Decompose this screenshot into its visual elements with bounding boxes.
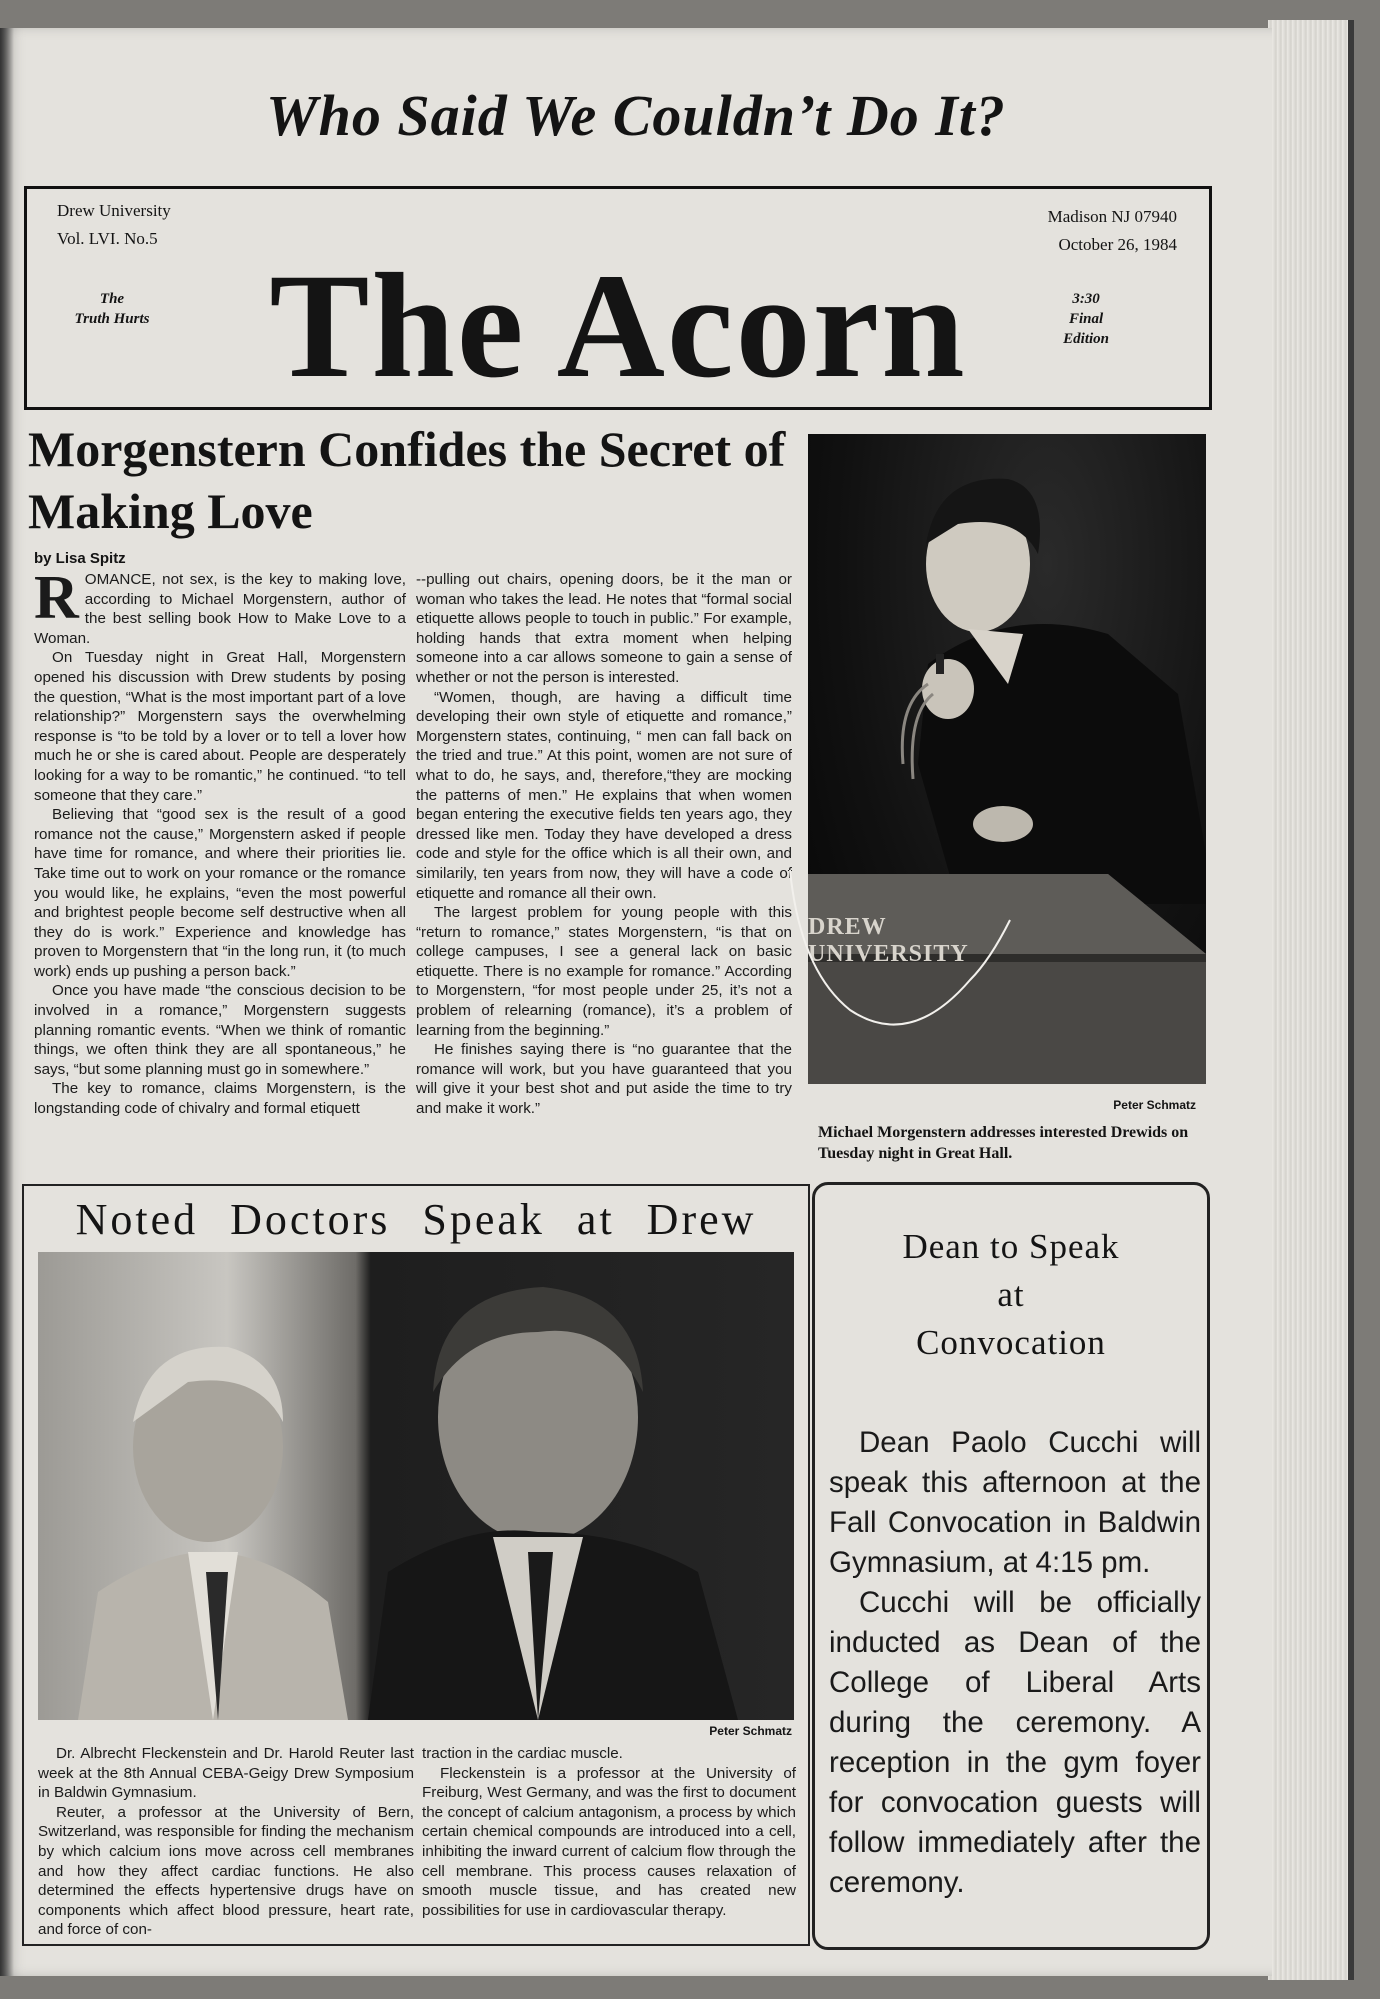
edition-line: Final bbox=[1068, 311, 1104, 327]
paragraph: traction in the cardiac muscle. bbox=[422, 1745, 623, 1762]
photo-credit: Peter Schmatz bbox=[709, 1724, 792, 1738]
volume-number: Vol. LVI. No.5 bbox=[57, 229, 158, 248]
doctors-story-column-2 bbox=[422, 1744, 796, 1920]
motto-line: The bbox=[99, 291, 125, 307]
headline-line: Convocation bbox=[916, 1323, 1106, 1362]
edition-line: Edition bbox=[1063, 331, 1109, 347]
photo-caption: Michael Morgenstern addresses interested Drewids on Tuesday night in Great Hall. bbox=[818, 1124, 1189, 1162]
location: Madison NJ 07940 bbox=[1047, 207, 1177, 226]
lead-story-column-2 bbox=[416, 570, 792, 1119]
byline: by Lisa Spitz bbox=[34, 550, 126, 567]
dean-body bbox=[829, 1423, 1201, 1903]
doctors-story-column-1 bbox=[38, 1744, 414, 1940]
paragraph: Once you have made “the conscious decision to be involved in a romance,” Morgenstern suggests planning romantic events. “When we think of romantic things, we often think they are all spontaneous,” he says, “but some planning must go in somewhere.” bbox=[34, 982, 406, 1078]
motto-line: Truth Hurts bbox=[74, 311, 150, 327]
university-name: Drew University bbox=[57, 201, 171, 220]
doctors-story bbox=[22, 1184, 810, 1946]
edition-line: 3:30 bbox=[1072, 291, 1100, 307]
drop-cap: R bbox=[34, 564, 79, 632]
lead-story-column-1 bbox=[34, 564, 406, 1119]
issue-date: October 26, 1984 bbox=[1058, 235, 1177, 254]
paragraph-text: OMANCE, not sex, is the key to making love, according to Michael Morgenstern, author of the best selling book How to Make Love to a Woman. bbox=[34, 571, 406, 647]
masthead-left bbox=[57, 197, 171, 253]
headline-line: Dean to Speak bbox=[902, 1227, 1120, 1266]
doctors-photo-illustration bbox=[38, 1252, 794, 1720]
paragraph: --pulling out chairs, opening doors, be it the man or woman who takes the lead. He notes that “formal social etiquette allows people to touch in public.” For example, holding hands that extra moment when helping someone into a car allows someone to gain a sense of whether or not the person is interested. bbox=[416, 571, 792, 686]
paragraph: Believing that “good sex is the result of a good romance not the cause,” Morgenstern asked if people have time for romance, and where their priorities lie. Take time out to work on your romance or the romance you would like, he explains, “even the most powerful and brightest people become self destructive when all they do is work.” Experience and knowledge has proven to Morgenstern that “in the long run, it (to much work) ends up pushing a person back.” bbox=[34, 806, 406, 980]
paragraph: Reuter, a professor at the University of Bern, Switzerland, was responsible for finding the mechanism by which calcium ions move across cell membranes and how they affect cardiac functions. He also determined the effects hypertensive drugs have on components which affect blood pressure, heart rate, and force of con- bbox=[38, 1803, 414, 1939]
motto bbox=[57, 289, 167, 329]
doctors-headline: Noted Doctors Speak at Drew bbox=[75, 1195, 757, 1244]
doctors-photo bbox=[38, 1252, 794, 1720]
newspaper-title: The Acorn bbox=[269, 243, 967, 409]
paragraph: Dean Paolo Cucchi will speak this afternoon at the Fall Convocation in Baldwin Gymnasium, at 4:15 pm. bbox=[829, 1426, 1201, 1579]
podium-text: DREW UNIVERSITY bbox=[808, 914, 969, 967]
paragraph: The key to romance, claims Morgenstern, is the longstanding code of chivalry and formal etiquett bbox=[34, 1080, 406, 1118]
binding-shadow bbox=[0, 28, 14, 1976]
paragraph: “Women, though, are having a difficult time developing their own style of etiquette and romance,” Morgenstern states, continuing, “ men can fall back on the tried and true.” At this point, women are not sure of what to do, he says, and, therefore,“they are mocking the patterns of men.” He explains that when women began entering the executive fields ten years ago, they dressed like men. Today they have developed a dress code and style for the office which is all their own, and similarily, ten years from now, they will have a code of etiquette and romance all their own. bbox=[416, 688, 792, 902]
headline-line: at bbox=[997, 1275, 1025, 1314]
paragraph: On Tuesday night in Great Hall, Morgenstern opened his discussion with Drew students by posing the question, “What is the most important part of a love relationship?” Morgenstern says the overwhelming response is “to be told by a lover or to tell a lover how much he or she is cared about. People are desperately looking for a way to be romantic,” he continued. “to tell someone that they care.” bbox=[34, 649, 406, 804]
paragraph: The largest problem for young people with this “return to romance,” states Morgenstern, “is that on college campuses, I see a general lack on basic etiquette. There is no example for romance.” According to Morgenstern, “for most people under 25, it’s not a problem of relearning (romance), it’s a problem of learning from the beginning.” bbox=[416, 904, 792, 1039]
paragraph: Fleckenstein is a professor at the University of Freiburg, West Germany, and was the first to document the concept of calcium antagonism, a process by which certain chemical compounds are introduced into a cell, inhibiting the inward current of calcium flow through the cell membrane. This process causes relaxation of smooth muscle tissue, and has created new possibilities for use in cardiovascular therapy. bbox=[422, 1764, 796, 1919]
dean-headline bbox=[815, 1223, 1207, 1367]
lead-headline: Morgenstern Confides the Secret of Making Love bbox=[28, 421, 786, 539]
pen-mark bbox=[760, 860, 1020, 1060]
book-page-edges bbox=[1268, 20, 1354, 1980]
paragraph bbox=[34, 564, 406, 648]
paragraph: Cucchi will be officially inducted as Dean of the College of Liberal Arts during the ceremony. A reception in the gym foyer for convocation guests will follow immediately after the ceremony. bbox=[829, 1586, 1201, 1899]
photo-credit: Peter Schmatz bbox=[1113, 1098, 1196, 1112]
masthead bbox=[24, 186, 1212, 410]
paragraph: He finishes saying there is “no guarantee that the romance will work, but you have guaranteed that you will give it your best shot and put aside the time to try and make it work.” bbox=[416, 1041, 792, 1118]
slogan: Who Said We Couldn’t Do It? bbox=[266, 83, 1006, 148]
dean-announcement-box bbox=[812, 1182, 1210, 1950]
paragraph: Dr. Albrecht Fleckenstein and Dr. Harold Reuter last week at the 8th Annual CEBA-Geigy Drew Symposium in Baldwin Gymnasium. bbox=[38, 1745, 414, 1802]
edition-label bbox=[1063, 289, 1109, 349]
